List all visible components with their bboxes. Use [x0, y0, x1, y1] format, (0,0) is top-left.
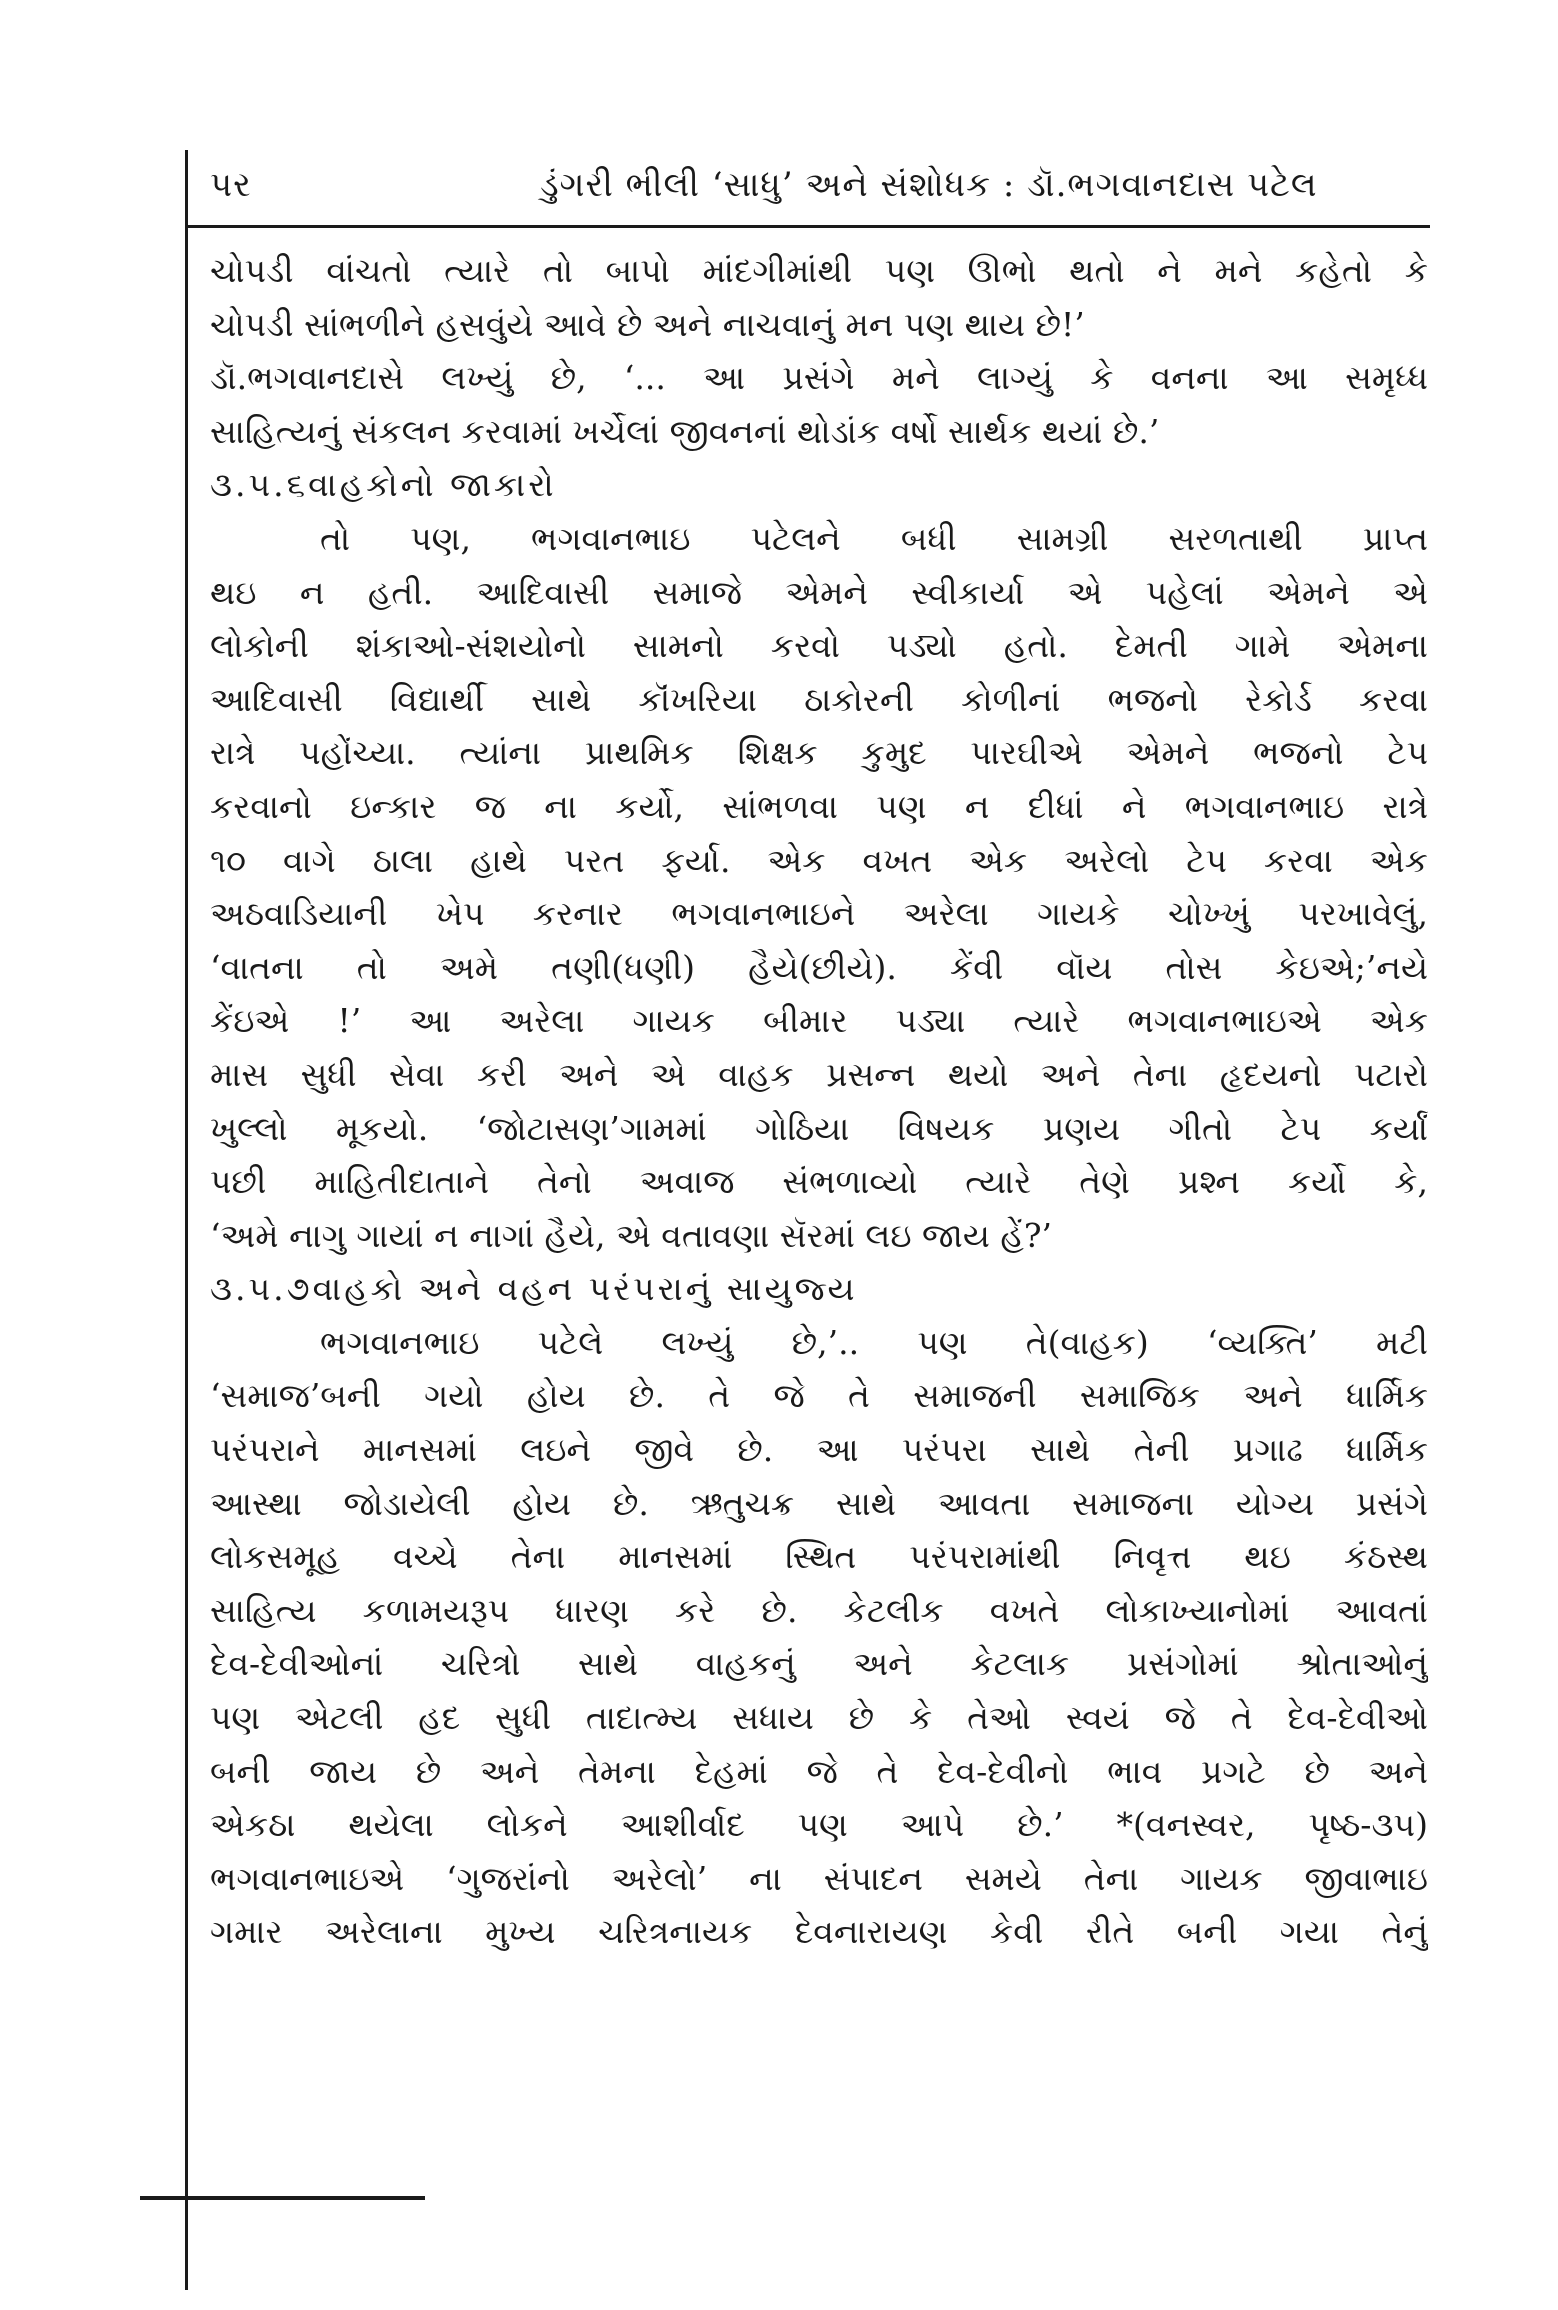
text-line: કરવાનો ઇન્કાર જ ના કર્યો, સાંભળવા પણ ન દીધાં ને ભગવાનભાઇ રાત્રે	[210, 786, 1428, 826]
text-line: તો પણ, ભગવાનભાઇ પટેલને બધી સામગ્રી સરળતાથી પ્રાપ્ત	[320, 518, 1428, 558]
text-line: પણ એટલી હદ સુધી તાદાત્મ્ય સધાય છે કે તેઓ સ્વયં જે તે દેવ-દેવીઓ	[210, 1698, 1428, 1738]
text-line: સાહિત્ય કળામયરૂપ ધારણ કરે છે. કેટલીક વખતે લોકાખ્યાનોમાં આવતાં	[210, 1590, 1428, 1630]
text-line: ગમાર અરેલાના મુખ્ય ચરિત્રનાયક દેવનારાયણ કેવી રીતે બની ગયા તેનું	[210, 1912, 1428, 1952]
text-line: આદિવાસી વિદ્યાર્થી સાથે કૉંખરિયા ઠાકોરની કોળીનાં ભજનો રેકોર્ડ કરવા	[210, 679, 1428, 719]
text-line: રાત્રે પહોંચ્યા. ત્યાંના પ્રાથમિક શિક્ષક કુમુદ પારઘીએ એમને ભજનો ટેપ	[210, 733, 1428, 773]
text-line: લોકસમૂહ વચ્ચે તેના માનસમાં સ્થિત પરંપરામાંથી નિવૃત્ત થઇ કંઠસ્થ	[210, 1537, 1428, 1577]
text-line: ડૉ.ભગવાનદાસે લખ્યું છે, ‘... આ પ્રસંગે મને લાગ્યું કે વનના આ સમૃધ્ધ	[210, 358, 1428, 398]
text-line: ભગવાનભાઇ પટેલે લખ્યું છે,’.. પણ તે(વાહક) ‘વ્યક્તિ’ મટી	[320, 1322, 1428, 1362]
text-line: સાહિત્યનું સંકલન કરવામાં ખર્ચેલાં જીવનનાં થોડાંક વર્ષો સાર્થક થયાં છે.’	[210, 411, 1160, 451]
text-line: થઇ ન હતી. આદિવાસી સમાજે એમને સ્વીકાર્યા એ પહેલાં એમને એ	[210, 572, 1428, 612]
text-line: ખુલ્લો મૂકયો. ‘જોટાસણ’ગામમાં ગોઠિયા વિષયક પ્રણય ગીતો ટેપ કર્યાં	[210, 1108, 1428, 1148]
footer-rule	[140, 2196, 425, 2200]
page-number: પર	[210, 165, 252, 205]
text-line: પછી માહિતીદાતાને તેનો અવાજ સંભળાવ્યો ત્યારે તેણે પ્રશ્ન કર્યો કે,	[210, 1162, 1428, 1202]
header-rule	[185, 225, 1430, 228]
text-line: લોકોની શંકાઓ-સંશયોનો સામનો કરવો પડ્યો હતો. દેમતી ગામે એમના	[210, 626, 1428, 666]
text-line: કેંઇએ !’ આ અરેલા ગાયક બીમાર પડ્યા ત્યારે ભગવાનભાઇએ એક	[210, 1001, 1428, 1041]
text-line: એકઠા થયેલા લોકને આશીર્વાદ પણ આપે છે.’ *(વનસ્વર, પૃષ્ઠ-૩૫)	[210, 1805, 1428, 1845]
text-line: બની જાય છે અને તેમના દેહમાં જે તે દેવ-દેવીનો ભાવ પ્રગટે છે અને	[210, 1751, 1428, 1791]
text-line: ૧૦ વાગે ઠાલા હાથે પરત ફર્યા. એક વખત એક અરેલો ટેપ કરવા એક	[210, 840, 1428, 880]
text-line: ચોપડી વાંચતો ત્યારે તો બાપો માંદગીમાંથી પણ ઊભો થતો ને મને કહેતો કે	[210, 251, 1428, 290]
running-head: ડુંગરી ભીલી ‘સાધુ’ અને સંશોધક : ડૉ.ભગવાનદાસ પટેલ	[540, 165, 1318, 205]
text-line: માસ સુધી સેવા કરી અને એ વાહક પ્રસન્ન થયો અને તેના હૃદયનો પટારો	[210, 1054, 1428, 1094]
text-line: ‘વાતના તો અમે તણી(ધણી) હૈયે(છીયે). કેંવી વૉય તોસ કેઇએ;’નયે	[210, 947, 1428, 987]
text-line: ‘સમાજ’બની ગયો હોય છે. તે જે તે સમાજની સમાજિક અને ધાર્મિક	[210, 1376, 1428, 1416]
left-margin-rule	[185, 150, 188, 2290]
text-line: દેવ-દેવીઓનાં ચરિત્રો સાથે વાહકનું અને કેટલાક પ્રસંગોમાં શ્રોતાઓનું	[210, 1644, 1428, 1684]
section-heading-3-5-7: ૩.૫.૭વાહકો અને વહન પરંપરાનું સાયુજ્ય	[210, 1269, 858, 1309]
text-line: આસ્થા જોડાયેલી હોય છે. ઋતુચક્ર સાથે આવતા સમાજના યોગ્ય પ્રસંગે	[210, 1483, 1428, 1523]
text-line: ચોપડી સાંભળીને હસવુંયે આવે છે અને નાચવાનું મન પણ થાય છે!’	[210, 304, 1085, 344]
body-text	[210, 244, 1428, 1959]
text-line: ‘અમે નાગુ ગાયાં ન નાગાં હૈયે, એ વતાવણા સૅરમાં લઇ જાય હેં?’	[210, 1215, 1053, 1255]
text-line: પરંપરાને માનસમાં લઇને જીવે છે. આ પરંપરા સાથે તેની પ્રગાઢ ધાર્મિક	[210, 1430, 1428, 1470]
section-heading-3-5-6: ૩.૫.૬વાહકોનો જાકારો	[210, 465, 557, 505]
text-line: ભગવાનભાઇએ ‘ગુજરાંનો અરેલો’ ના સંપાદન સમયે તેના ગાયક જીવાભાઇ	[210, 1858, 1428, 1898]
text-line: અઠવાડિયાની ખેપ કરનાર ભગવાનભાઇને અરેલા ગાયકે ચોખ્ખું પરખાવેલું,	[210, 894, 1428, 934]
